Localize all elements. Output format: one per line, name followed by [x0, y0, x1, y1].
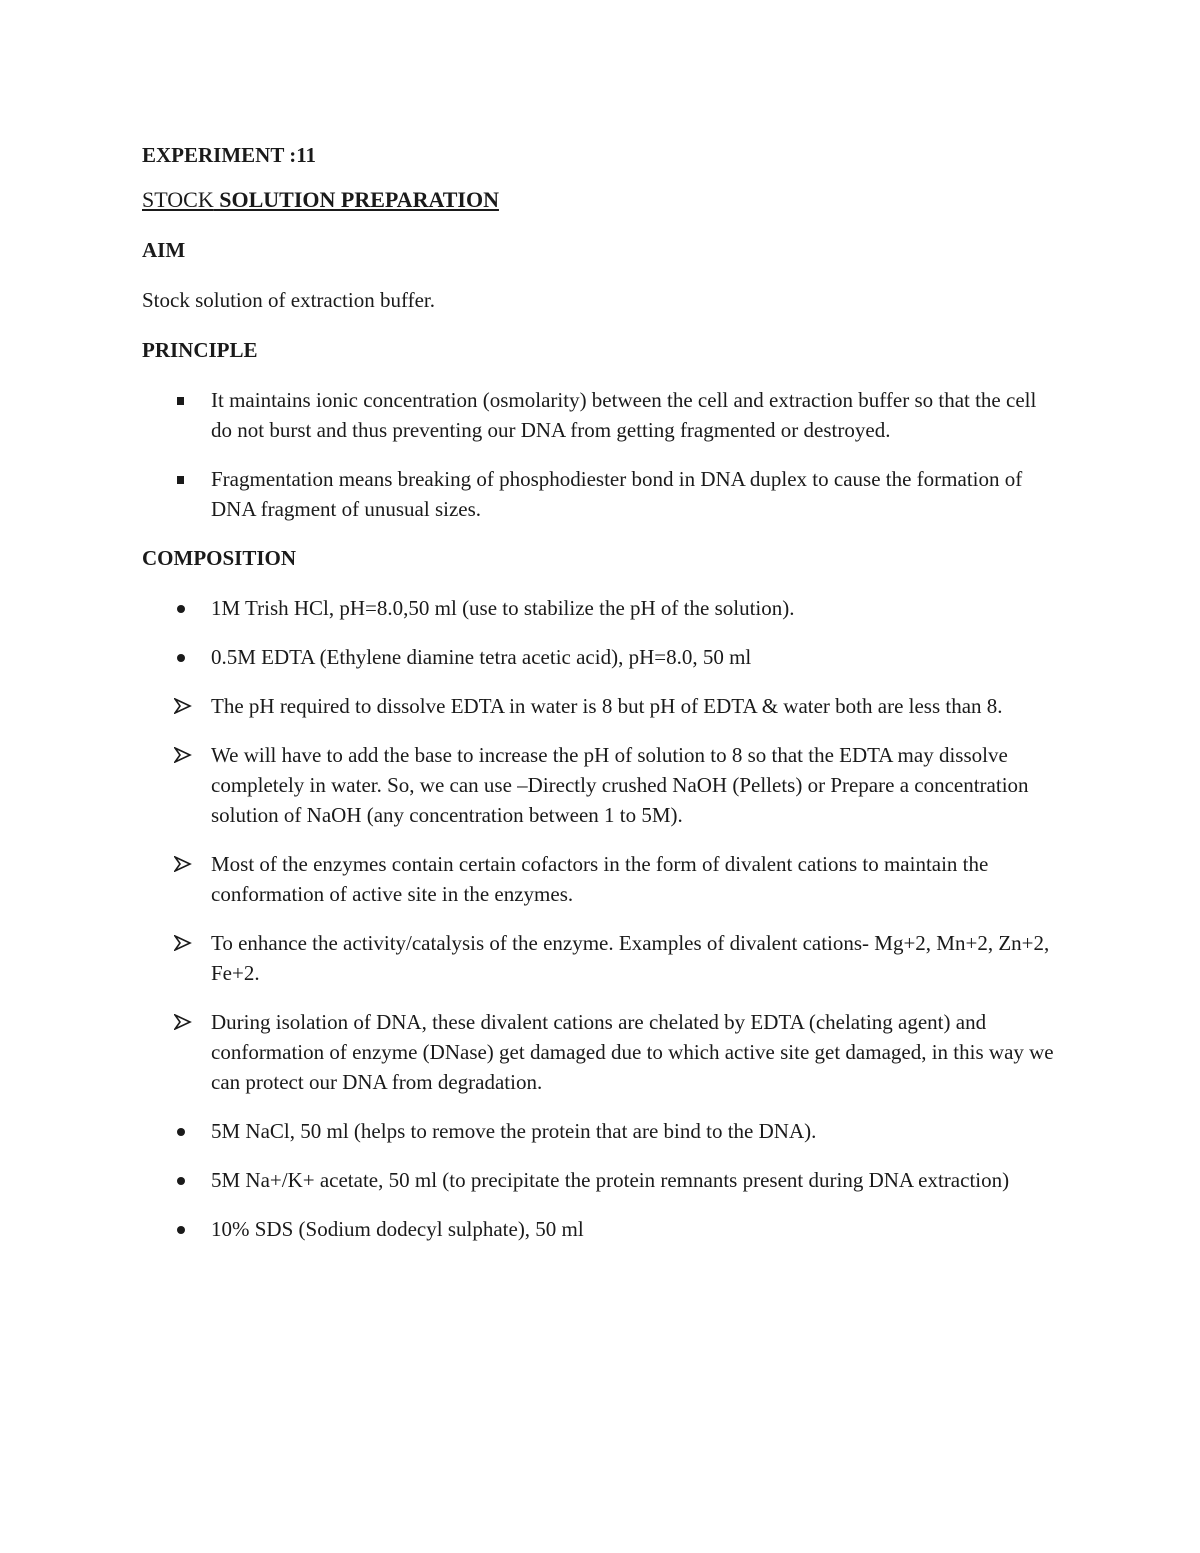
arrow-bullet-icon	[174, 1007, 194, 1037]
list-item-text: During isolation of DNA, these divalent cations are chelated by EDTA (chelating agent) and conformation of enzyme (DNase) get damaged due to which active site get damaged, in this way we can protect our DNA from degradation.	[211, 1010, 1054, 1094]
arrow-bullet-icon	[174, 849, 194, 879]
list-item	[142, 1007, 1062, 1097]
list-item	[142, 593, 1062, 623]
document-page	[142, 140, 1062, 1263]
list-item-text: To enhance the activity/catalysis of the enzyme. Examples of divalent cations- Mg+2, Mn+2, Zn+2, Fe+2.	[211, 931, 1050, 985]
list-item-text: Fragmentation means breaking of phosphodiester bond in DNA duplex to cause the formation of DNA fragment of unusual sizes.	[211, 467, 1023, 521]
list-item-text: 10% SDS (Sodium dodecyl sulphate), 50 ml	[211, 1217, 584, 1241]
principle-heading: PRINCIPLE	[142, 338, 258, 362]
dot-bullet-icon	[174, 1165, 194, 1195]
list-item-text: We will have to add the base to increase the pH of solution to 8 so that the EDTA may dissolve completely in water. So, we can use –Directly crushed NaOH (Pellets) or Prepare a concentration solution of NaOH (any concentration between 1 to 5M).	[211, 743, 1029, 827]
title-part-solution-preparation: SOLUTION PREPARATION	[213, 187, 499, 212]
dot-bullet-icon	[174, 642, 194, 672]
list-item-text: 5M NaCl, 50 ml (helps to remove the protein that are bind to the DNA).	[211, 1119, 817, 1143]
composition-list	[142, 593, 1062, 1244]
list-item-text: Most of the enzymes contain certain cofactors in the form of divalent cations to maintain the conformation of active site in the enzymes.	[211, 852, 989, 906]
list-item-text: The pH required to dissolve EDTA in water is 8 but pH of EDTA & water both are less than 8.	[211, 694, 1003, 718]
list-item	[142, 642, 1062, 672]
arrow-bullet-icon	[174, 740, 194, 770]
square-bullet-icon	[174, 385, 194, 415]
list-item	[142, 1214, 1062, 1244]
square-bullet-icon	[174, 464, 194, 494]
dot-bullet-icon	[174, 1116, 194, 1146]
list-item-text: 5M Na+/K+ acetate, 50 ml (to precipitate the protein remnants present during DNA extraction)	[211, 1168, 1010, 1192]
list-item	[142, 464, 1062, 524]
list-item	[142, 1165, 1062, 1195]
dot-bullet-icon	[174, 1214, 194, 1244]
page-title	[142, 185, 1062, 215]
principle-list	[142, 385, 1062, 524]
list-item-text: It maintains ionic concentration (osmolarity) between the cell and extraction buffer so that the cell do not burst and thus preventing our DNA from getting fragmented or destroyed.	[211, 388, 1037, 442]
list-item	[142, 928, 1062, 988]
list-item	[142, 740, 1062, 830]
composition-heading: COMPOSITION	[142, 546, 297, 570]
list-item	[142, 385, 1062, 445]
list-item	[142, 1116, 1062, 1146]
arrow-bullet-icon	[174, 691, 194, 721]
list-item	[142, 849, 1062, 909]
list-item-text: 0.5M EDTA (Ethylene diamine tetra acetic acid), pH=8.0, 50 ml	[211, 645, 752, 669]
list-item	[142, 691, 1062, 721]
dot-bullet-icon	[174, 593, 194, 623]
experiment-title: EXPERIMENT :11	[142, 143, 317, 167]
aim-heading: AIM	[142, 238, 186, 262]
title-part-stock: STOCK	[142, 187, 214, 212]
aim-text: Stock solution of extraction buffer.	[142, 288, 435, 312]
list-item-text: 1M Trish HCl, pH=8.0,50 ml (use to stabilize the pH of the solution).	[211, 596, 795, 620]
arrow-bullet-icon	[174, 928, 194, 958]
